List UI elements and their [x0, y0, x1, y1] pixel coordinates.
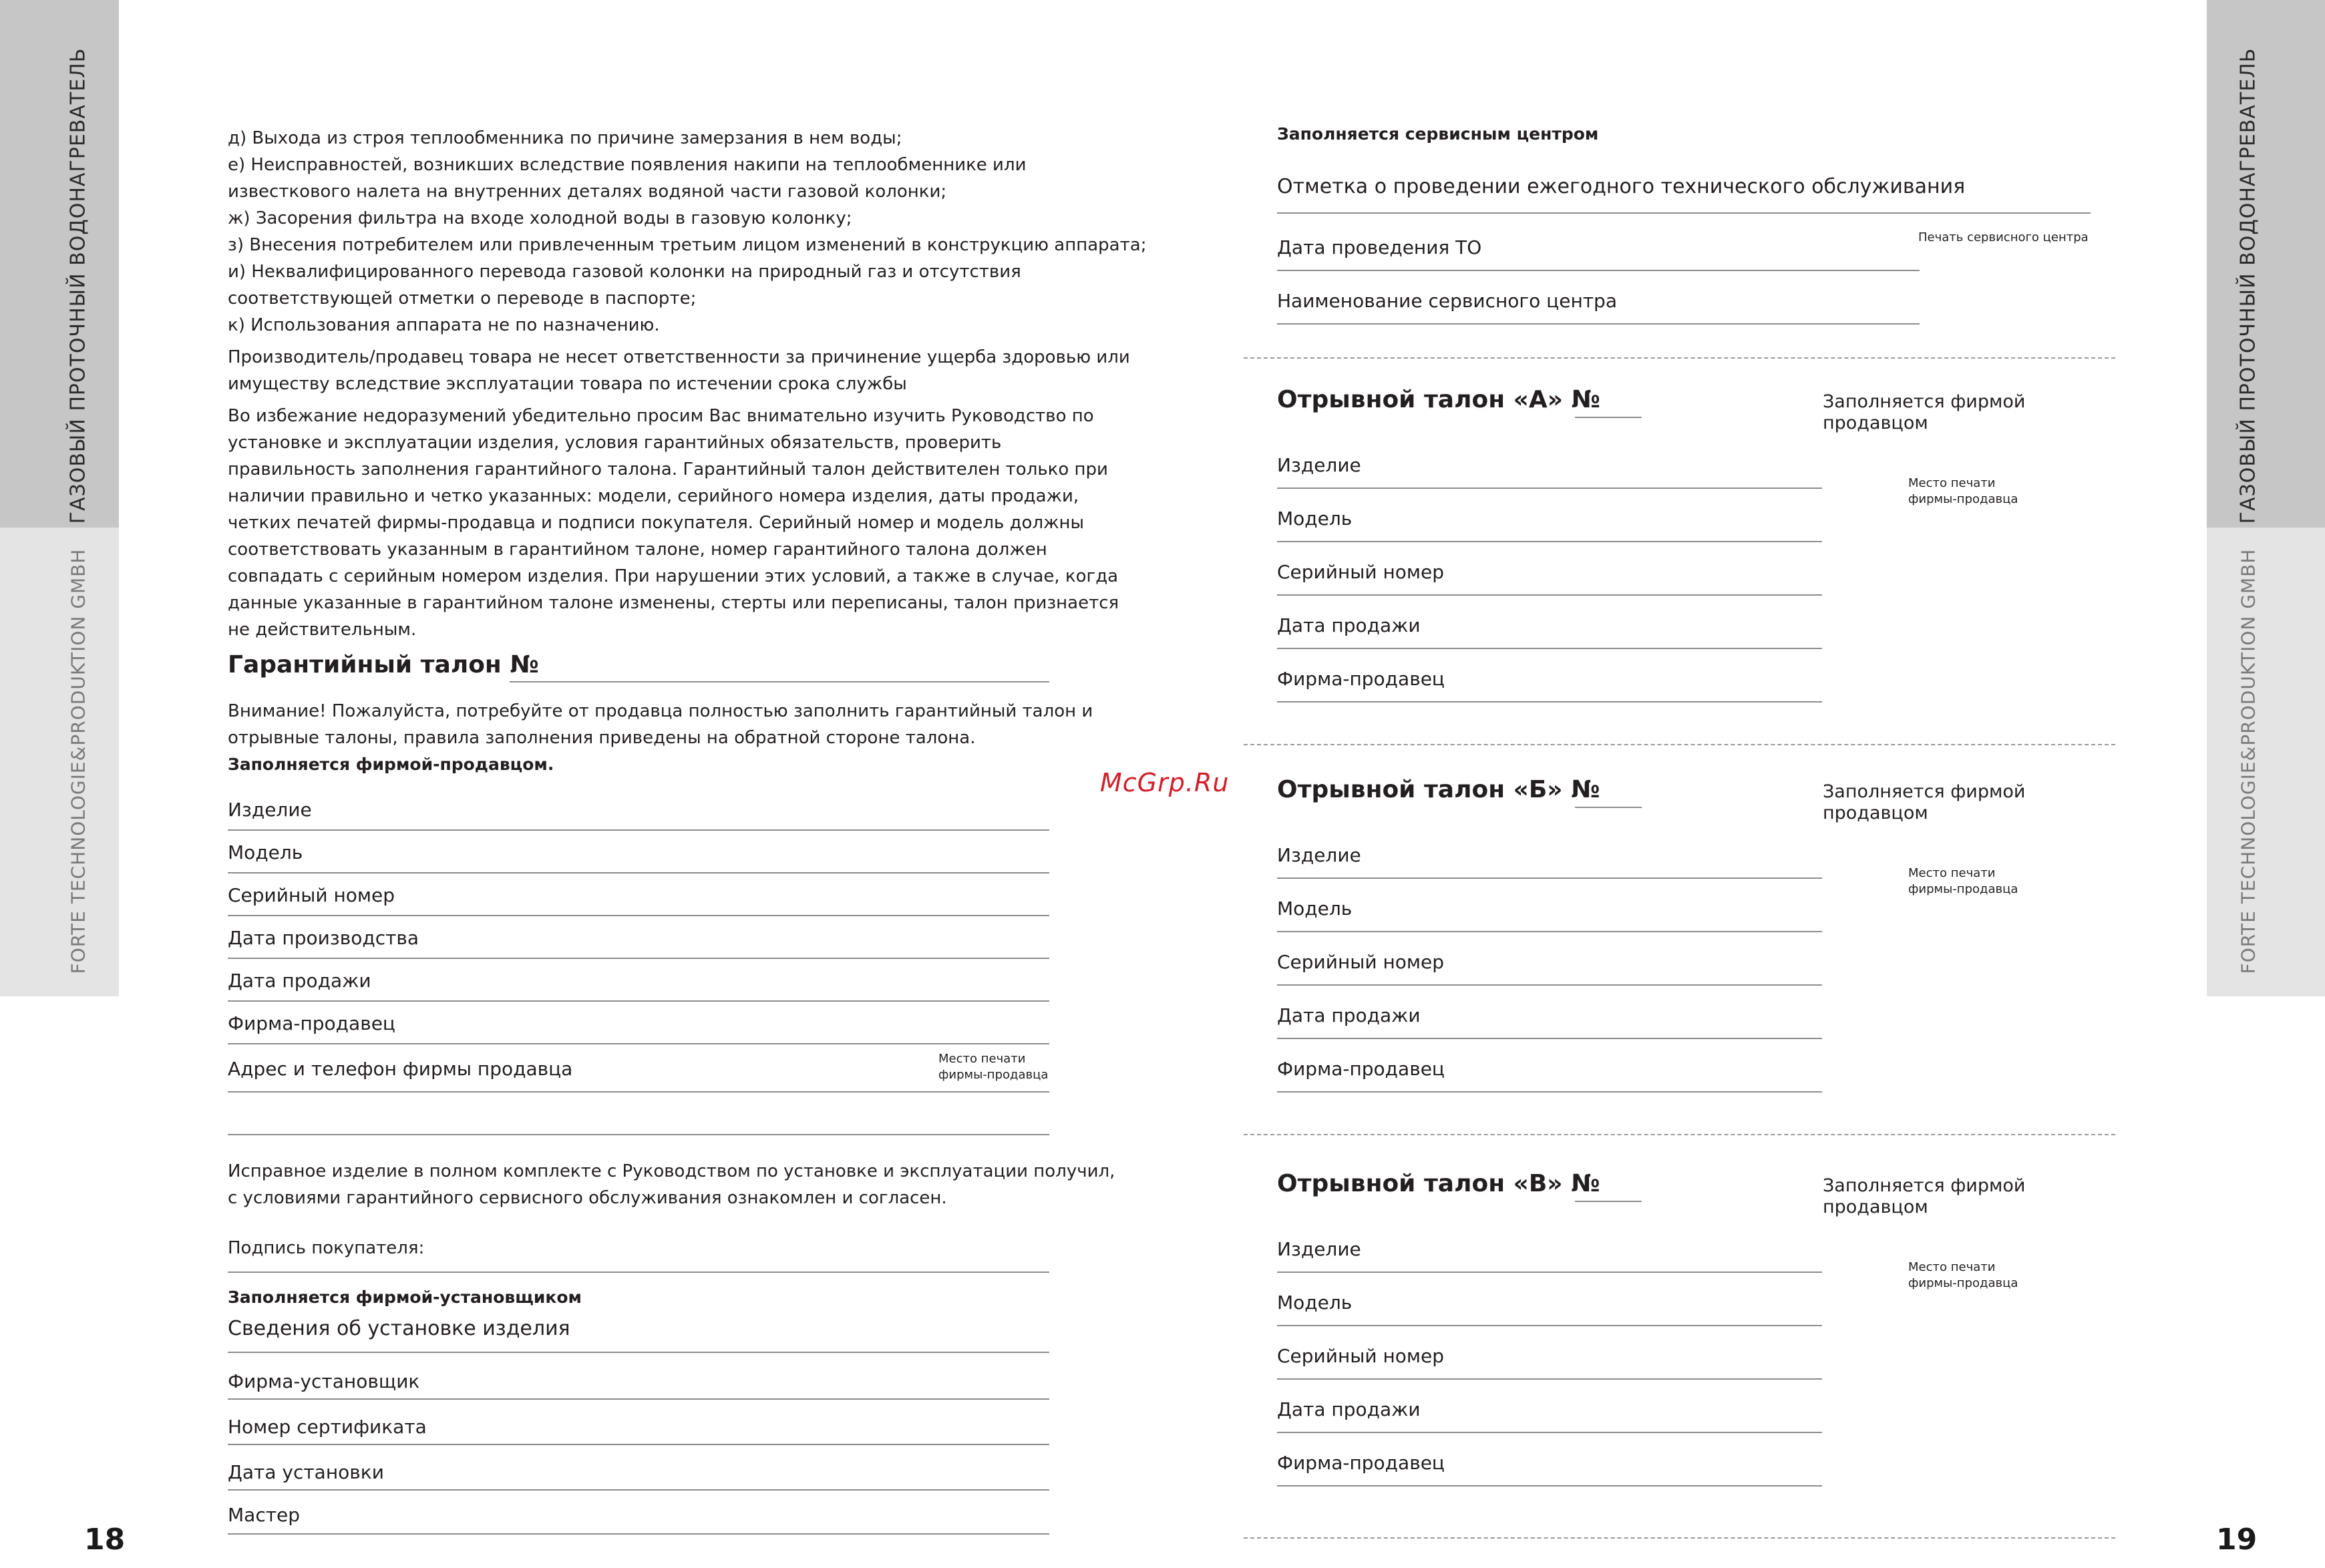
- coupon-v-stamp-place: Место печати фирмы-продавца: [1908, 1260, 2018, 1290]
- field-installer-firm: Фирма-установщик: [228, 1370, 1049, 1400]
- coupon-b-seller-fills: Заполняется фирмой продавцом: [1823, 781, 2026, 823]
- attention-line: отрывные талоны, правила заполнения приведены на обратной стороне талона.: [228, 728, 976, 748]
- list-item: з) Внесения потребителем или привлеченным третьим лицом изменений в конструкцию аппарата;: [228, 235, 1147, 255]
- buyer-signature: Подпись покупателя:: [228, 1238, 1049, 1273]
- left-side-brand: FORTE TECHNOLOGIE&PRODUKTION GMBH: [67, 548, 90, 974]
- coupon-b-title: Отрывной талон «Б» №: [1277, 776, 1600, 803]
- advice-line: соответствовать указанным в гарантийном талоне, номер гарантийного талона должен: [228, 540, 1047, 560]
- service-stamp-place: Печать сервисного центра: [1918, 230, 2089, 244]
- coupon-b-number-line: [1575, 807, 1642, 808]
- left-side-band-bottom: [0, 528, 119, 996]
- list-item: е) Неисправностей, возникших вследствие появления накипи на теплообменнике или: [228, 155, 1027, 175]
- list-item: известкового налета на внутренних деталях водяной части газовой колонки;: [228, 182, 947, 202]
- service-fills-label: Заполняется сервисным центром: [1277, 124, 1599, 144]
- tear-line-2: [1244, 744, 2115, 745]
- coupon-a-field-serial: Серийный номер: [1277, 561, 1822, 596]
- left-stamp-place: Место печати фирмы-продавца: [938, 1052, 1049, 1082]
- coupon-a-field-seller: Фирма-продавец: [1277, 668, 1822, 703]
- field-serial: Серийный номер: [228, 884, 1049, 916]
- advice-line: не действительным.: [228, 620, 417, 640]
- left-side-title: ГАЗОВЫЙ ПРОТОЧНЫЙ ВОДОНАГРЕВАТЕЛЬ: [66, 47, 90, 524]
- list-item: и) Неквалифицированного перевода газовой колонки на природный газ и отсутствия: [228, 262, 1021, 282]
- advice-line: совпадать с серийным номером изделия. При нарушении этих условий, а также в случае, когда: [228, 566, 1119, 586]
- warranty-number-line: [510, 681, 1049, 682]
- right-side-brand: FORTE TECHNOLOGIE&PRODUKTION GMBH: [2237, 548, 2260, 974]
- list-item: к) Использования аппарата не по назначению.: [228, 315, 660, 335]
- watermark: McGrp.Ru: [1100, 768, 1230, 797]
- coupon-v-field-sale-date: Дата продажи: [1277, 1398, 1822, 1433]
- coupon-v-field-product: Изделие: [1277, 1238, 1822, 1273]
- received-block: [228, 1158, 1115, 1211]
- service-date: Дата проведения ТО: [1277, 236, 1920, 271]
- coupon-a-seller-fills: Заполняется фирмой продавцом: [1823, 391, 2026, 433]
- tear-line-4: [1244, 1537, 2115, 1539]
- coupon-b-field-seller: Фирма-продавец: [1277, 1058, 1822, 1093]
- liability-line: Производитель/продавец товара не несет ответственности за причинение ущерба здоровью или: [228, 347, 1130, 367]
- tear-line-3: [1244, 1134, 2115, 1135]
- left-side-band-top: [0, 0, 119, 528]
- advice-line: Во избежание недоразумений убедительно просим Вас внимательно изучить Руководство по: [228, 406, 1094, 426]
- annual-maintenance-mark: Отметка о проведении ежегодного технического обслуживания: [1277, 175, 2091, 214]
- coupon-v-number-line: [1575, 1201, 1642, 1202]
- field-certificate-number: Номер сертификата: [228, 1416, 1049, 1445]
- seller-address-extra-line: [228, 1134, 1049, 1135]
- install-info: Сведения об установке изделия: [228, 1317, 1049, 1353]
- warranty-title: Гарантийный талон №: [228, 651, 539, 678]
- right-side-band-bottom: [2207, 528, 2325, 996]
- tear-line-1: [1244, 357, 2115, 359]
- advice-line: правильность заполнения гарантийного талона. Гарантийный талон действителен только при: [228, 459, 1108, 479]
- field-model: Модель: [228, 841, 1049, 873]
- liability-line: имуществу вследствие эксплуатации товара по истечении срока службы: [228, 374, 907, 394]
- coupon-b-stamp-place: Место печати фирмы-продавца: [1908, 866, 2018, 896]
- installer-fills-label: Заполняется фирмой-установщиком: [228, 1288, 582, 1307]
- field-product: Изделие: [228, 799, 1049, 831]
- coupon-v-field-seller: Фирма-продавец: [1277, 1452, 1822, 1487]
- right-side-title: ГАЗОВЫЙ ПРОТОЧНЫЙ ВОДОНАГРЕВАТЕЛЬ: [2236, 47, 2260, 524]
- attention-line: Внимание! Пожалуйста, потребуйте от продавца полностью заполнить гарантийный талон и: [228, 701, 1093, 721]
- coupon-a-field-model: Модель: [1277, 508, 1822, 542]
- coupon-b-field-model: Модель: [1277, 898, 1822, 932]
- field-seller: Фирма-продавец: [228, 1012, 1049, 1044]
- list-item: соответствующей отметки о переводе в паспорте;: [228, 288, 697, 309]
- coupon-v-field-model: Модель: [1277, 1292, 1822, 1326]
- field-master: Мастер: [228, 1504, 1049, 1535]
- coupon-b-field-serial: Серийный номер: [1277, 951, 1822, 986]
- coupon-a-stamp-place: Место печати фирмы-продавца: [1908, 476, 2018, 506]
- right-side-band-top: [2207, 0, 2325, 528]
- list-item: ж) Засорения фильтра на входе холодной воды в газовую колонку;: [228, 208, 852, 228]
- coupon-v-seller-fills: Заполняется фирмой продавцом: [1823, 1175, 2026, 1217]
- field-seller-address: Адрес и телефон фирмы продавца: [228, 1058, 1049, 1093]
- coupon-b-field-sale-date: Дата продажи: [1277, 1004, 1822, 1039]
- service-center-name: Наименование сервисного центра: [1277, 290, 1920, 325]
- received-line: с условиями гарантийного сервисного обслуживания ознакомлен и согласен.: [228, 1188, 947, 1208]
- advice-line: наличии правильно и четко указанных: модели, серийного номера изделия, даты продажи,: [228, 486, 1079, 506]
- field-install-date: Дата установки: [228, 1461, 1049, 1491]
- attention-block: [228, 698, 1093, 778]
- advice-line: четких печатей фирмы-продавца и подписи покупателя. Серийный номер и модель должны: [228, 513, 1085, 533]
- coupon-v-field-serial: Серийный номер: [1277, 1345, 1822, 1380]
- page-number-right: 19: [2216, 1523, 2258, 1557]
- page-number-left: 18: [84, 1523, 126, 1557]
- list-item: д) Выхода из строя теплообменника по причине замерзания в нем воды;: [228, 128, 902, 148]
- field-sale-date: Дата продажи: [228, 970, 1049, 1002]
- coupon-a-field-product: Изделие: [1277, 454, 1822, 489]
- warranty-exclusions-list: [228, 125, 1146, 643]
- seller-fills-label: Заполняется фирмой-продавцом.: [228, 755, 554, 774]
- coupon-b-field-product: Изделие: [1277, 844, 1822, 879]
- coupon-a-title: Отрывной талон «А» №: [1277, 386, 1600, 413]
- coupon-a-field-sale-date: Дата продажи: [1277, 614, 1822, 649]
- advice-line: данные указанные в гарантийном талоне изменены, стерты или переписаны, талон признается: [228, 593, 1119, 613]
- field-production-date: Дата производства: [228, 927, 1049, 959]
- received-line: Исправное изделие в полном комплекте с Руководством по установке и эксплуатации получил,: [228, 1161, 1115, 1181]
- advice-line: установке и эксплуатации изделия, условия гарантийных обязательств, проверить: [228, 433, 1002, 453]
- coupon-a-number-line: [1575, 417, 1642, 418]
- coupon-v-title: Отрывной талон «В» №: [1277, 1170, 1600, 1197]
